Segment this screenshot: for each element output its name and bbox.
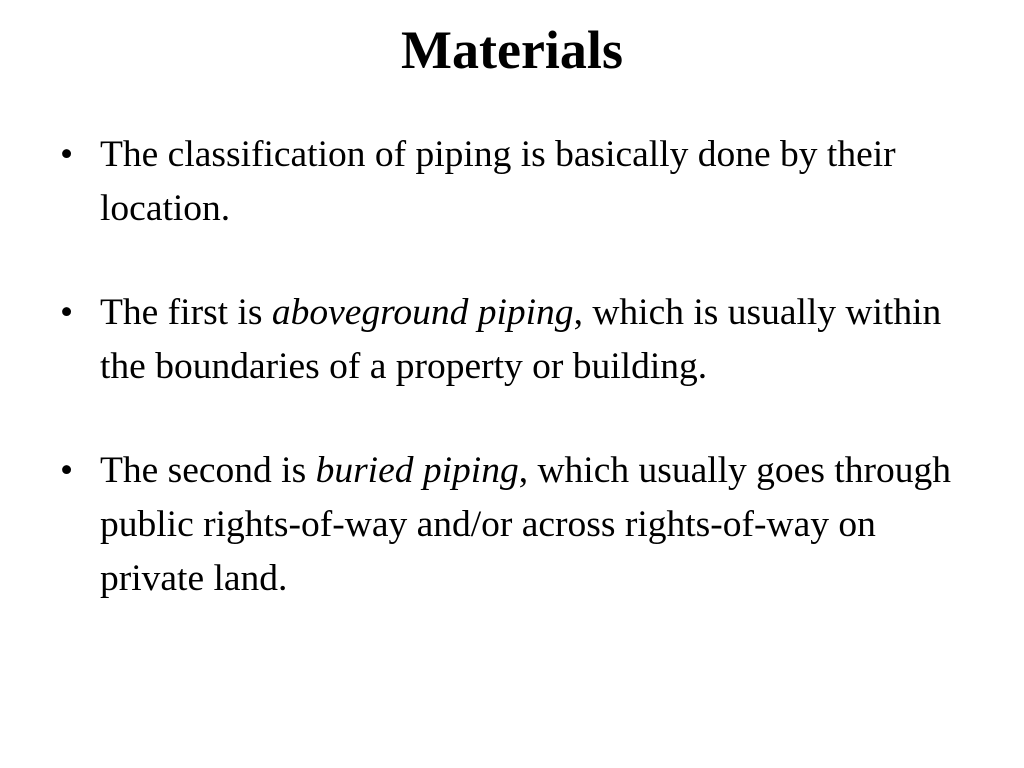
bullet-emphasis-term: buried piping <box>315 450 519 491</box>
bullet-emphasis-term: aboveground piping <box>271 292 574 333</box>
bullet-item-aboveground <box>60 286 960 394</box>
bullet-text: The classification of piping is basically done by their location. <box>100 134 896 229</box>
bullet-item-classification <box>60 128 960 236</box>
slide-title: Materials <box>401 20 623 80</box>
bullet-marker: • <box>60 450 74 491</box>
bullet-text-after: , which usually goes through public rights-of-way and/or across rights-of-way on private land. <box>100 450 951 599</box>
bullet-item-buried <box>60 444 960 606</box>
bullet-text-before: The second is <box>100 450 316 491</box>
bullet-marker: • <box>60 292 74 333</box>
bullet-marker: • <box>60 134 74 175</box>
bullet-text-after: , which is usually within the boundaries of a property or building. <box>100 292 942 387</box>
bullet-list <box>60 128 960 656</box>
bullet-text-before: The first is <box>100 292 272 333</box>
